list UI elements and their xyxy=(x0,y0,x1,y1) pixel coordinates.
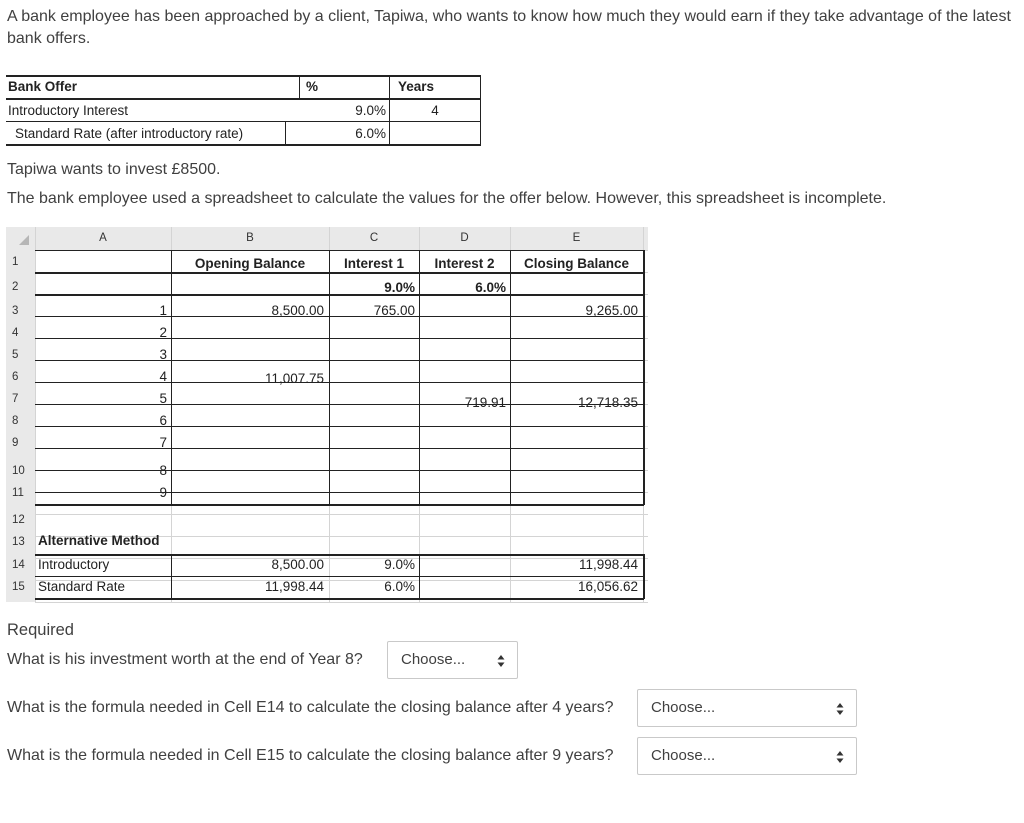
header-interest-2: Interest 2 xyxy=(434,256,495,271)
year-cell: 8 xyxy=(159,463,167,478)
answer-select-3-value: Choose... xyxy=(651,747,716,764)
header-closing-balance: Closing Balance xyxy=(523,256,630,271)
row-number: 10 xyxy=(12,465,25,477)
question-1: What is his investment worth at the end of Year 8? xyxy=(7,651,363,668)
bank-offer-table xyxy=(6,75,481,145)
year-cell: 4 xyxy=(159,369,167,384)
cell-e7: 12,718.35 xyxy=(577,395,638,410)
cell-b15: 11,998.44 xyxy=(264,579,324,594)
year-cell: 1 xyxy=(159,303,167,318)
row-number: 5 xyxy=(12,349,19,361)
cell-a14: Introductory xyxy=(38,557,110,572)
required-heading: Required xyxy=(7,621,74,639)
cell-b3: 8,500.00 xyxy=(271,303,324,318)
row-number: 6 xyxy=(12,371,19,383)
year-cell: 5 xyxy=(159,391,167,406)
offer-intro-years: 4 xyxy=(431,103,439,118)
cell-b6: 11,007.75 xyxy=(264,371,324,386)
row-number: 2 xyxy=(12,281,19,293)
row-number: 4 xyxy=(12,327,19,339)
cell-e3: 9,265.00 xyxy=(585,303,638,318)
row-number: 1 xyxy=(12,256,19,268)
cell-a15: Standard Rate xyxy=(38,579,126,594)
answer-select-2[interactable] xyxy=(637,689,857,727)
col-header-d: D xyxy=(460,232,469,244)
offer-header-label: Bank Offer xyxy=(8,79,78,94)
col-header-a: A xyxy=(99,232,107,244)
col-header-c: C xyxy=(369,232,379,244)
header-opening-balance: Opening Balance xyxy=(194,256,306,271)
row-number: 9 xyxy=(12,437,19,449)
offer-standard-percent: 6.0% xyxy=(355,126,386,141)
answer-select-3[interactable] xyxy=(637,737,857,775)
year-cell: 2 xyxy=(159,325,167,340)
answer-select-1-value: Choose... xyxy=(401,651,466,668)
row-number: 11 xyxy=(12,487,24,499)
col-header-e: E xyxy=(572,232,581,244)
spreadsheet xyxy=(6,227,651,605)
year-cell: 3 xyxy=(159,347,167,362)
row-number: 15 xyxy=(12,581,25,593)
alternative-method-title: Alternative Method xyxy=(38,533,160,548)
cell-c3: 765.00 xyxy=(373,303,415,318)
cell-c14: 9.0% xyxy=(384,557,415,572)
offer-intro-percent: 9.0% xyxy=(355,103,386,118)
row-number: 12 xyxy=(12,514,25,526)
answer-select-1[interactable] xyxy=(387,641,518,679)
cell-d2-rate: 6.0% xyxy=(475,280,506,295)
row-number: 14 xyxy=(12,559,25,571)
offer-standard-label: Standard Rate (after introductory rate) xyxy=(15,126,244,141)
cell-e14: 11,998.44 xyxy=(578,557,638,572)
offer-header-years: Years xyxy=(398,79,435,94)
row-number: 3 xyxy=(12,305,19,317)
header-interest-1: Interest 1 xyxy=(343,256,405,271)
year-cell: 9 xyxy=(159,485,167,500)
cell-d7: 719.91 xyxy=(464,395,506,410)
cell-b14: 8,500.00 xyxy=(271,557,324,572)
select-all-corner-icon xyxy=(19,235,29,245)
select-arrows-icon xyxy=(497,654,505,668)
row-number: 7 xyxy=(12,393,19,405)
question-3: What is the formula needed in Cell E15 to calculate the closing balance after 9 years? xyxy=(7,747,614,764)
offer-header-percent: % xyxy=(306,79,319,94)
row-number: 13 xyxy=(12,536,25,548)
cell-c15: 6.0% xyxy=(384,579,415,594)
col-header-b: B xyxy=(246,232,254,244)
select-arrows-icon xyxy=(836,750,844,764)
answer-select-2-value: Choose... xyxy=(651,699,716,716)
row-number: 8 xyxy=(12,415,19,427)
question-intro: A bank employee has been approached by a client, Tapiwa, who wants to know how much they would earn if they take advantage of the latest bank offers. xyxy=(7,8,1011,47)
cell-c2-rate: 9.0% xyxy=(384,280,415,295)
select-arrows-icon xyxy=(836,702,844,716)
offer-intro-label: Introductory Interest xyxy=(8,103,129,118)
year-cell: 6 xyxy=(159,413,167,428)
question-2: What is the formula needed in Cell E14 to calculate the closing balance after 4 years? xyxy=(7,699,614,716)
cell-e15: 16,056.62 xyxy=(577,579,638,594)
year-cell: 7 xyxy=(159,435,167,450)
spreadsheet-note: The bank employee used a spreadsheet to calculate the values for the offer below. However, this spreadsheet is incomplete. xyxy=(7,190,887,207)
invest-amount-text: Tapiwa wants to invest £8500. xyxy=(7,161,221,178)
